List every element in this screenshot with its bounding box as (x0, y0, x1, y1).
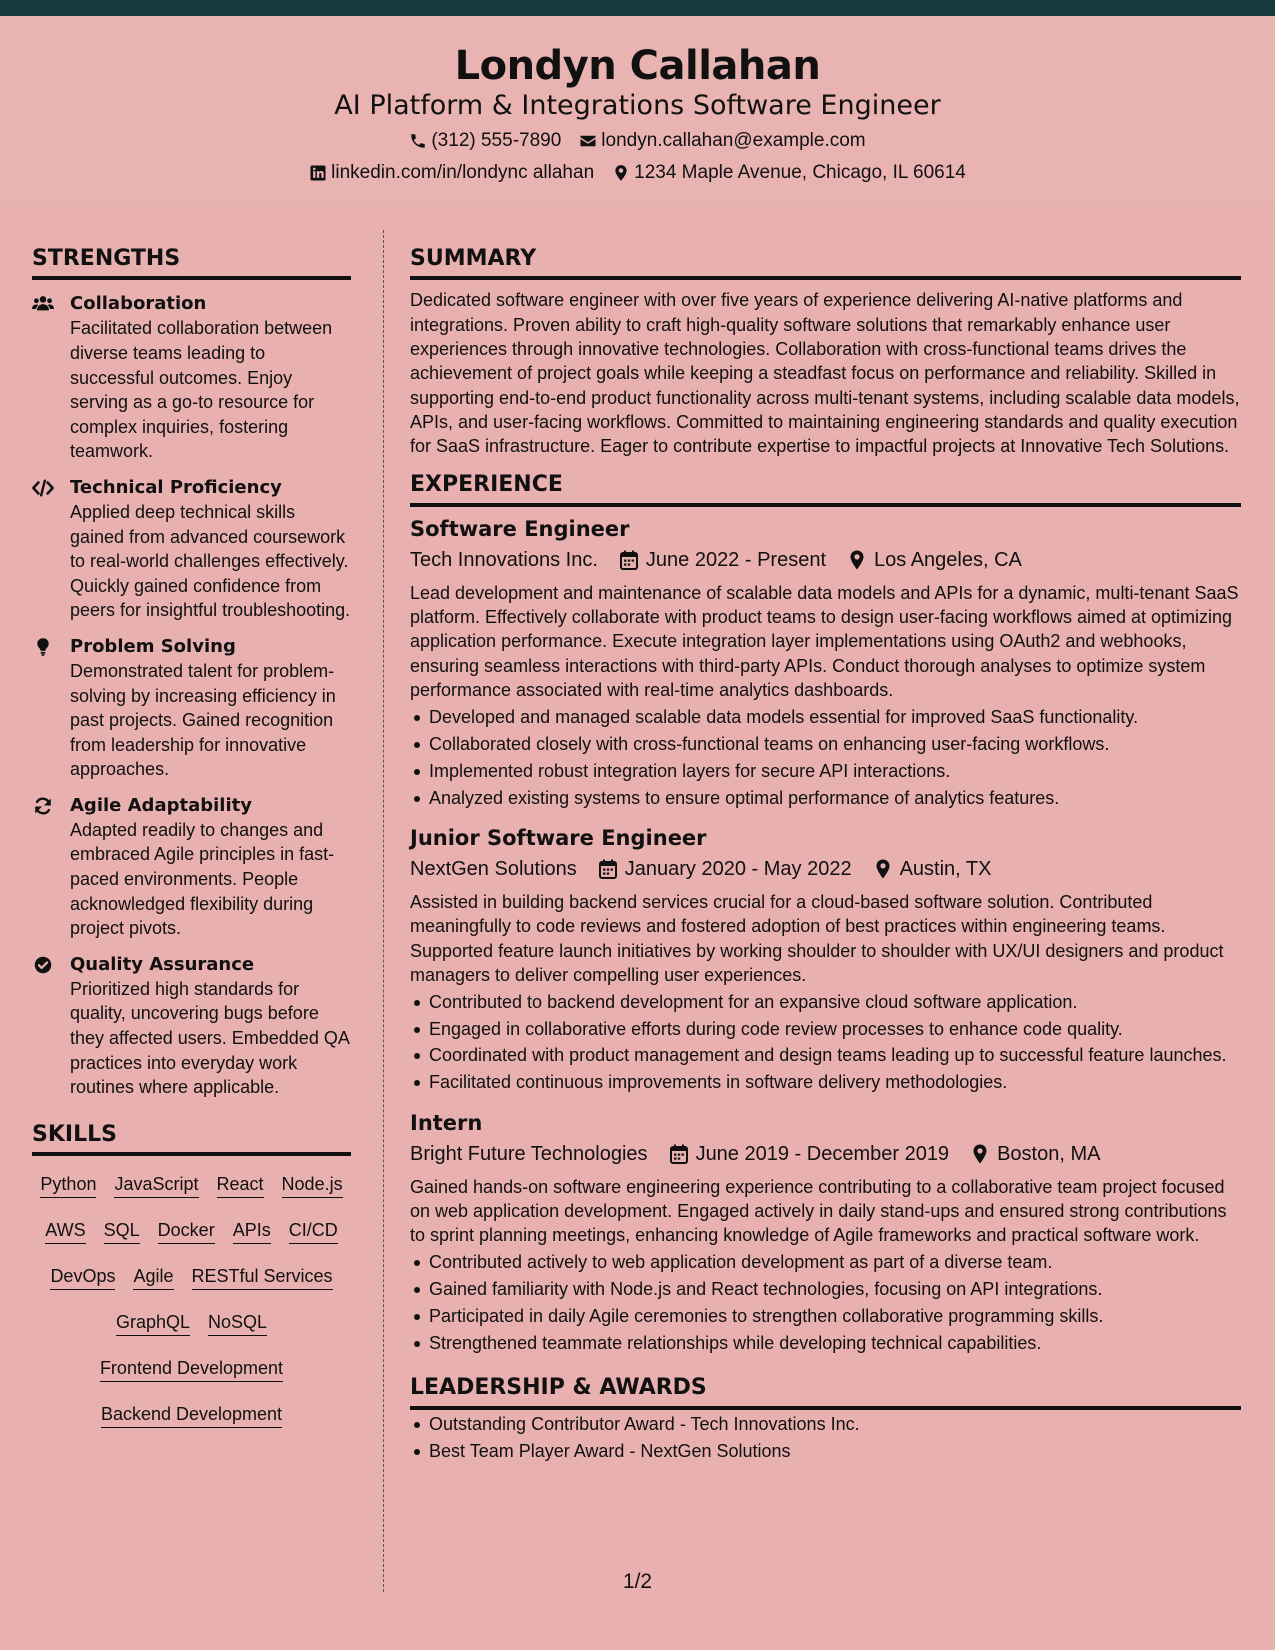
candidate-name: Londyn Callahan (454, 43, 821, 89)
linkedin-text: linkedin.com/in/londync allahan (331, 162, 595, 184)
strength-title: Technical Proficiency (70, 476, 282, 498)
calendar-icon (670, 1144, 688, 1164)
skill-tag: Backend Development (101, 1402, 282, 1428)
strength-title: Quality Assurance (70, 953, 255, 975)
strength-desc: Applied deep technical skills gained from advanced coursework to real-world challenges effectively. Quickly gained confidence from peers for insightful troubleshooting. (70, 501, 351, 621)
strengths-heading: STRENGTHS (32, 246, 351, 280)
strength-desc: Prioritized high standards for quality, uncovering bugs before they affected users. Embedded QA practices into everyday work routines where applicable. (70, 978, 349, 1098)
bullet-item: Developed and managed scalable data models essential for improved SaaS functionality. (410, 705, 1241, 729)
job-title: Software Engineer (410, 516, 630, 541)
map-pin-icon (612, 164, 630, 182)
job-title: Intern (410, 1110, 483, 1135)
skill-tag: CI/CD (289, 1218, 338, 1244)
bullet-item: Facilitated continuous improvements in software delivery methodologies. (410, 1070, 1241, 1094)
check-circle-icon (32, 955, 54, 975)
job-title: Junior Software Engineer (410, 825, 707, 850)
code-icon (32, 478, 54, 498)
skill-tag: Python (40, 1172, 96, 1198)
job-entry (410, 515, 1241, 810)
strength-desc: Facilitated collaboration between diverse teams leading to successful outcomes. Enjoy serving as a go-to resource for complex inquiries, fostering teamwork. (70, 318, 333, 462)
contact-row-1 (0, 128, 1275, 154)
page-number: 1/2 (622, 1570, 653, 1593)
bullet-item: Contributed to backend development for an expansive cloud software application. (410, 990, 1241, 1014)
bullet-item: Engaged in collaborative efforts during code review processes to enhance code quality. (410, 1017, 1241, 1041)
candidate-title: AI Platform & Integrations Software Engineer (334, 90, 941, 121)
skill-tag: Agile (133, 1264, 173, 1290)
map-pin-icon (874, 859, 892, 879)
address-text: 1234 Maple Avenue, Chicago, IL 60614 (634, 162, 966, 184)
linkedin-icon (309, 164, 327, 182)
users-icon (32, 294, 54, 314)
strength-title: Agile Adaptability (70, 794, 252, 816)
job-bullets (410, 705, 1241, 810)
bullet-item: Gained familiarity with Node.js and React technologies, focusing on API integrations. (410, 1277, 1241, 1301)
awards-list (410, 1412, 1241, 1463)
strength-item (32, 476, 351, 623)
skill-tag: Node.js (282, 1172, 343, 1198)
skill-tag: React (217, 1172, 264, 1198)
job-desc: Lead development and maintenance of scalable data models and APIs for a dynamic, multi-tenant SaaS platform. Effectively collaborate with product teams to design user-facing workflows aimed at optimizing application performance. Execute integration layer implementations using OAuth2 and webhooks, ensuring seamless interactions with third-party APIs. Conduct thorough analyses to optimize system performance associated with real-time analytics dashboards. (410, 582, 1239, 701)
strength-item (32, 794, 351, 941)
job-company: NextGen Solutions (410, 857, 577, 880)
strength-desc: Adapted readily to changes and embraced Agile principles in fast-paced environments. People acknowledged flexibility during project pivots. (70, 819, 335, 939)
skill-tag: JavaScript (114, 1172, 198, 1198)
skill-tag: APIs (233, 1218, 271, 1244)
strength-item (32, 292, 351, 464)
strength-title: Collaboration (70, 293, 207, 315)
job-dates: June 2022 - Present (645, 548, 827, 571)
job-company: Tech Innovations Inc. (410, 548, 598, 571)
skills-heading: SKILLS (32, 1122, 351, 1156)
summary-heading: SUMMARY (410, 246, 1241, 280)
column-divider (383, 230, 384, 1592)
skill-tag: AWS (45, 1218, 85, 1244)
refresh-icon (32, 796, 54, 816)
bullet-item: Analyzed existing systems to ensure optimal performance of analytics features. (410, 786, 1241, 810)
email-text: londyn.callahan@example.com (601, 130, 866, 152)
address-contact (612, 160, 966, 186)
skill-tag: Frontend Development (100, 1356, 283, 1382)
phone-text: (312) 555-7890 (431, 130, 562, 152)
phone-icon (409, 132, 427, 150)
skill-tag: Docker (158, 1218, 215, 1244)
job-dates: June 2019 - December 2019 (695, 1142, 950, 1165)
strength-item (32, 635, 351, 782)
calendar-icon (620, 550, 638, 570)
right-column (410, 246, 1241, 1463)
bullet-item: Strengthened teammate relationships while developing technical capabilities. (410, 1331, 1241, 1355)
strength-title: Problem Solving (70, 635, 236, 657)
email-contact[interactable] (579, 128, 865, 154)
job-bullets (410, 1250, 1241, 1355)
experience-heading: EXPERIENCE (410, 472, 1241, 506)
skills-list (32, 1172, 351, 1428)
job-desc: Gained hands-on software engineering experience contributing to a collaborative team project focused on web application development. Engaged actively in daily stand-ups and ensured strong contributions to sprint planning meetings, enhancing knowledge of Agile frameworks and practical software work. (410, 1176, 1227, 1246)
job-company: Bright Future Technologies (410, 1142, 648, 1165)
strength-item (32, 953, 351, 1100)
linkedin-contact[interactable] (309, 160, 594, 186)
resume-header (0, 16, 1275, 204)
strength-desc: Demonstrated talent for problem-solving by increasing efficiency in past projects. Gained recognition from leadership for innovative approaches. (70, 660, 336, 780)
skill-tag: RESTful Services (192, 1264, 333, 1290)
job-dates: January 2020 - May 2022 (624, 857, 852, 880)
job-entry (410, 1109, 1241, 1355)
job-bullets (410, 990, 1241, 1095)
phone-contact[interactable] (409, 128, 561, 154)
awards-heading: LEADERSHIP & AWARDS (410, 1375, 1241, 1409)
job-desc: Assisted in building backend services crucial for a cloud-based software solution. Contributed meaningfully to code reviews and fostered adoption of best practices within engineering teams. Supported feature launch initiatives by working shoulder to shoulder with UX/UI designers and product managers to deliver compelling user experiences. (410, 891, 1224, 985)
summary-text: Dedicated software engineer with over five years of experience delivering AI-native platforms and integrations. Proven ability to craft high-quality software solutions that remarkably enhance user experiences through innovative technologies. Collaboration with cross-functional teams drives the achievement of project goals while keeping a steadfast focus on performance and reliability. Skilled in supporting end-to-end product functionality across multi-tenant systems, including scalable data models, APIs, and user-facing workflows. Committed to maintaining engineering standards and quality execution for SaaS infrastructure. Eager to contribute expertise to impactful projects at Innovative Tech Solutions. (410, 290, 1240, 457)
bullet-item: Participated in daily Agile ceremonies to strengthen collaborative programming skills. (410, 1304, 1241, 1328)
bullet-item: Implemented robust integration layers for secure API interactions. (410, 759, 1241, 783)
job-entry (410, 824, 1241, 1095)
skill-tag: DevOps (50, 1264, 115, 1290)
skill-tag: NoSQL (208, 1310, 267, 1336)
lightbulb-icon (32, 637, 54, 657)
map-pin-icon (971, 1144, 989, 1164)
bullet-item: Contributed actively to web application development as part of a diverse team. (410, 1250, 1241, 1274)
envelope-icon (579, 132, 597, 150)
contact-row-2 (0, 160, 1275, 186)
top-bar (0, 0, 1275, 16)
job-location: Boston, MA (997, 1142, 1101, 1165)
award-item: Outstanding Contributor Award - Tech Innovations Inc. (410, 1412, 1241, 1436)
job-meta (410, 854, 1241, 884)
skill-tag: SQL (104, 1218, 140, 1244)
job-meta (410, 545, 1241, 575)
job-location: Austin, TX (899, 857, 992, 880)
job-location: Los Angeles, CA (874, 548, 1022, 571)
calendar-icon (599, 859, 617, 879)
job-meta (410, 1139, 1241, 1169)
left-column (32, 246, 351, 1428)
award-item: Best Team Player Award - NextGen Solutions (410, 1439, 1241, 1463)
bullet-item: Coordinated with product management and design teams leading up to successful feature launches. (410, 1043, 1241, 1067)
skill-tag: GraphQL (116, 1310, 190, 1336)
bullet-item: Collaborated closely with cross-functional teams on enhancing user-facing workflows. (410, 732, 1241, 756)
map-pin-icon (848, 550, 866, 570)
